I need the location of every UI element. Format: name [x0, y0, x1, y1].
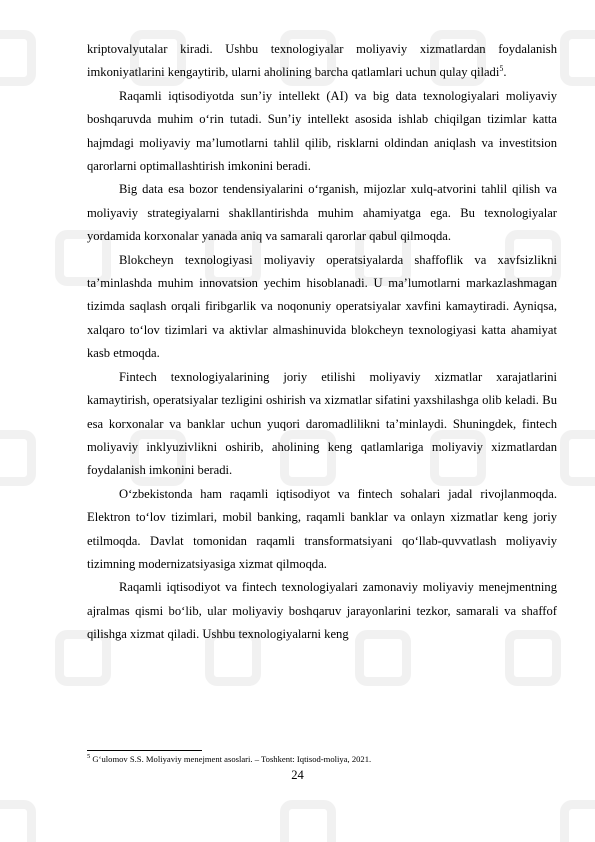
paragraph-end: .	[503, 65, 507, 80]
footnote-reference[interactable]: 5	[499, 64, 504, 74]
paragraph: Fintech texnologiyalarining joriy etilishi moliyaviy xizmatlar xarajatlarini kamaytirish, operatsiyalar tezligini oshirish va xizmatlar sifatini yaxshilashga olib keladi. Bu esa korxonalar va banklar uchun yuqori daromadlilikni ta’minlaydi. Shuningdek, fintech moliyaviy inklyuzivlikni oshirib, aholining keng qatlamlariga moliyaviy xizmatlardan foydalanish imkonini beradi.	[87, 369, 557, 478]
footnote	[87, 754, 557, 765]
footnote-separator	[87, 750, 202, 751]
footnote-marker: 5	[87, 753, 91, 761]
document-body	[87, 38, 557, 647]
footnote-area	[87, 750, 557, 765]
footnote-text: G‘ulomov S.S. Moliyaviy menejment asoslari. – Toshkent: Iqtisod-moliya, 2021.	[90, 754, 372, 764]
paragraph	[87, 38, 557, 85]
page-number: 24	[291, 768, 304, 782]
paragraph: Big data esa bozor tendensiyalarini o‘rganish, mijozlar xulq-atvorini tahlil qilish va moliyaviy strategiyalarni shakllantirishda muhim ahamiyatga ega. Bu texnologiyalar yordamida korxonalar yanada aniq va samarali qarorlar qabul qilmoqda.	[87, 182, 557, 244]
paragraph: Raqamli iqtisodiyotda sun’iy intellekt (AI) va big data texnologiyalari moliyaviy boshqaruvda muhim o‘rin tutadi. Sun’iy intellekt asosida ishlab chiqilgan tizimlar katta hajmdagi moliyaviy ma’lumotlarni tahlil qilib, risklarni oldindan aniqlash va investitsion qarorlarni optimallashtirish imkonini beradi.	[87, 88, 557, 174]
paragraph: Raqamli iqtisodiyot va fintech texnologiyalari zamonaviy moliyaviy menejmentning ajralmas qismi bo‘lib, ular moliyaviy boshqaruv jarayonlarini tezkor, samarali va shaffof qilishga xizmat qiladi. Ushbu texnologiyalarni keng	[87, 580, 557, 642]
paragraph: O‘zbekistonda ham raqamli iqtisodiyot va fintech sohalari jadal rivojlanmoqda. Elektron to‘lov tizimlari, mobil banking, raqamli banklar va onlayn xizmatlar keng joriy etilmoqda. Davlat tomonidan raqamli transformatsiyani qo‘llab-quvvatlash moliyaviy tizimning modernizatsiyasiga xizmat qilmoqda.	[87, 486, 557, 571]
paragraph: Blokcheyn texnologiyasi moliyaviy operatsiyalarda shaffoflik va xavfsizlikni ta’minlashda muhim innovatsion yechim hisoblanadi. U ma’lumotlarni markazlashmagan tizimda saqlash orqali firibgarlik va noqonuniy operatsiyalar xavfini kamaytiradi. Ayniqsa, xalqaro to‘lov tizimlari va aktivlar almashinuvida blokcheyn texnologiyasi katta ahamiyat kasb etmoqda.	[87, 252, 557, 361]
paragraph-text: kriptovalyutalar kiradi. Ushbu texnologiyalar moliyaviy xizmatlardan foydalanish imkoniyatlarini kengaytirib, ularni aholining barcha qatlamlari uchun qulay qiladi	[87, 42, 557, 80]
